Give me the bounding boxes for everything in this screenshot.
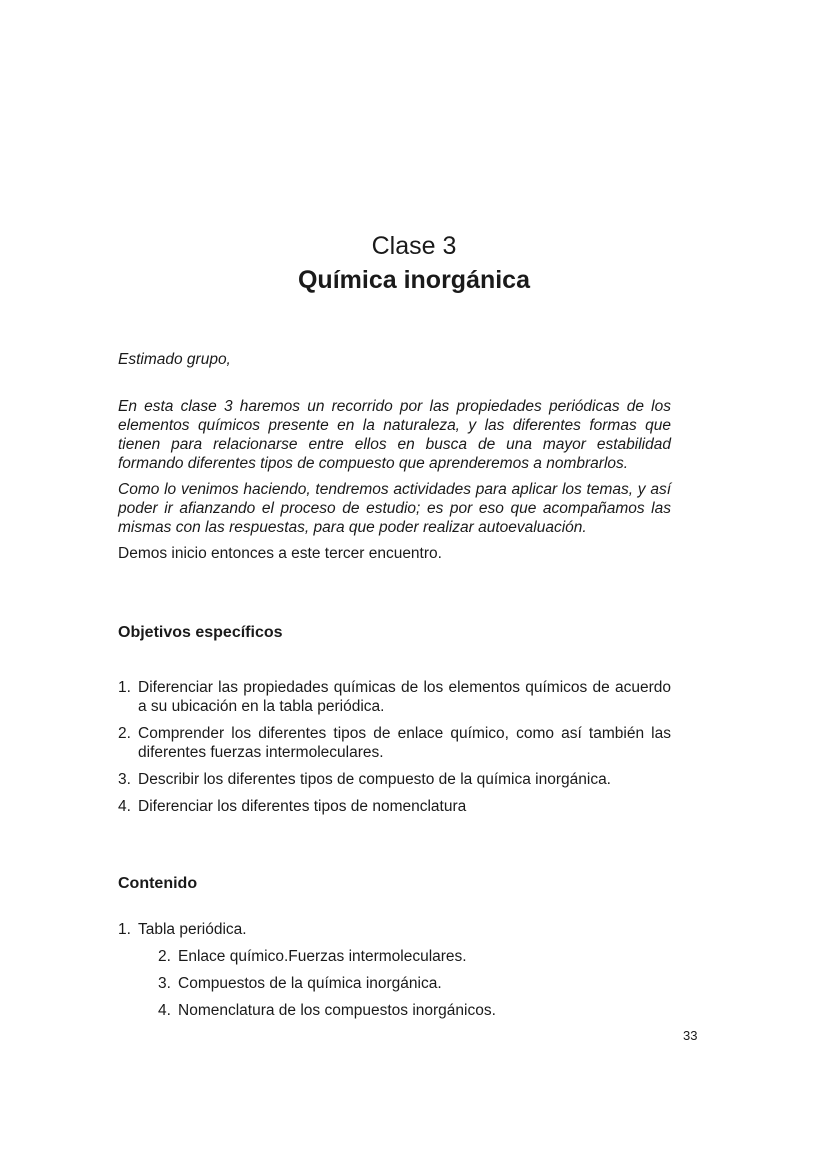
list-item-number: 4. <box>118 798 131 815</box>
list-item-number: 2. <box>118 725 131 742</box>
greeting: Estimado grupo, <box>118 351 231 368</box>
list-item <box>158 974 671 993</box>
intro-paragraph: En esta clase 3 haremos un recorrido por las propiedades periódicas de los elementos químicos presente en la naturaleza, y las diferentes formas que tienen para relacionarse entre ellos en busca de una mayor estabilidad formando diferentes tipos de compuesto que aprenderemos a nombrarlos. <box>118 398 671 472</box>
intro-paragraph: Como lo venimos haciendo, tendremos actividades para aplicar los temas, y así poder ir afianzando el proceso de estudio; es por eso que acompañamos las mismas con las respuestas, para que poder realizar autoevaluación. <box>118 481 671 536</box>
objectives-list <box>118 678 671 816</box>
list-item-number: 1. <box>118 679 131 696</box>
contents-list-block <box>118 920 671 1028</box>
objectives-list-block <box>118 678 671 824</box>
list-item-number: 3. <box>158 975 171 992</box>
contents-list <box>118 920 671 1020</box>
list-item-text: Diferenciar las propiedades químicas de los elementos químicos de acuerdo a su ubicación en la tabla periódica. <box>138 679 671 715</box>
list-item-text: Comprender los diferentes tipos de enlace químico, como así también las diferentes fuerzas intermoleculares. <box>138 725 671 761</box>
list-item-number: 4. <box>158 1002 171 1019</box>
list-item-text: Compuestos de la química inorgánica. <box>178 975 442 992</box>
list-item-number: 1. <box>118 921 131 938</box>
objectives-heading: Objetivos específicos <box>118 624 283 641</box>
intro-closing: Demos inicio entonces a este tercer encuentro. <box>118 545 442 562</box>
class-number: Clase 3 <box>371 232 457 260</box>
list-item <box>158 1001 671 1020</box>
list-item <box>158 947 671 966</box>
list-item <box>118 724 671 762</box>
class-title: Química inorgánica <box>297 266 530 294</box>
list-item-text: Describir los diferentes tipos de compuesto de la química inorgánica. <box>138 771 611 788</box>
contents-heading: Contenido <box>118 875 198 892</box>
list-item-text: Diferenciar los diferentes tipos de nomenclatura <box>138 798 467 815</box>
page-number: 33 <box>683 1028 698 1043</box>
list-item <box>118 920 671 939</box>
greeting-block <box>118 350 671 369</box>
list-item-text: Enlace químico.Fuerzas intermoleculares. <box>178 948 467 965</box>
intro-block <box>118 397 671 570</box>
list-item-text: Nomenclatura de los compuestos inorgánicos. <box>178 1002 496 1019</box>
list-item-text: Tabla periódica. <box>138 921 247 938</box>
list-item-number: 3. <box>118 771 131 788</box>
list-item <box>118 797 671 816</box>
objectives-heading-block <box>118 623 671 643</box>
contents-heading-block <box>118 874 671 894</box>
list-item-number: 2. <box>158 948 171 965</box>
list-item <box>118 678 671 716</box>
title-block <box>0 230 828 296</box>
list-item <box>118 770 671 789</box>
